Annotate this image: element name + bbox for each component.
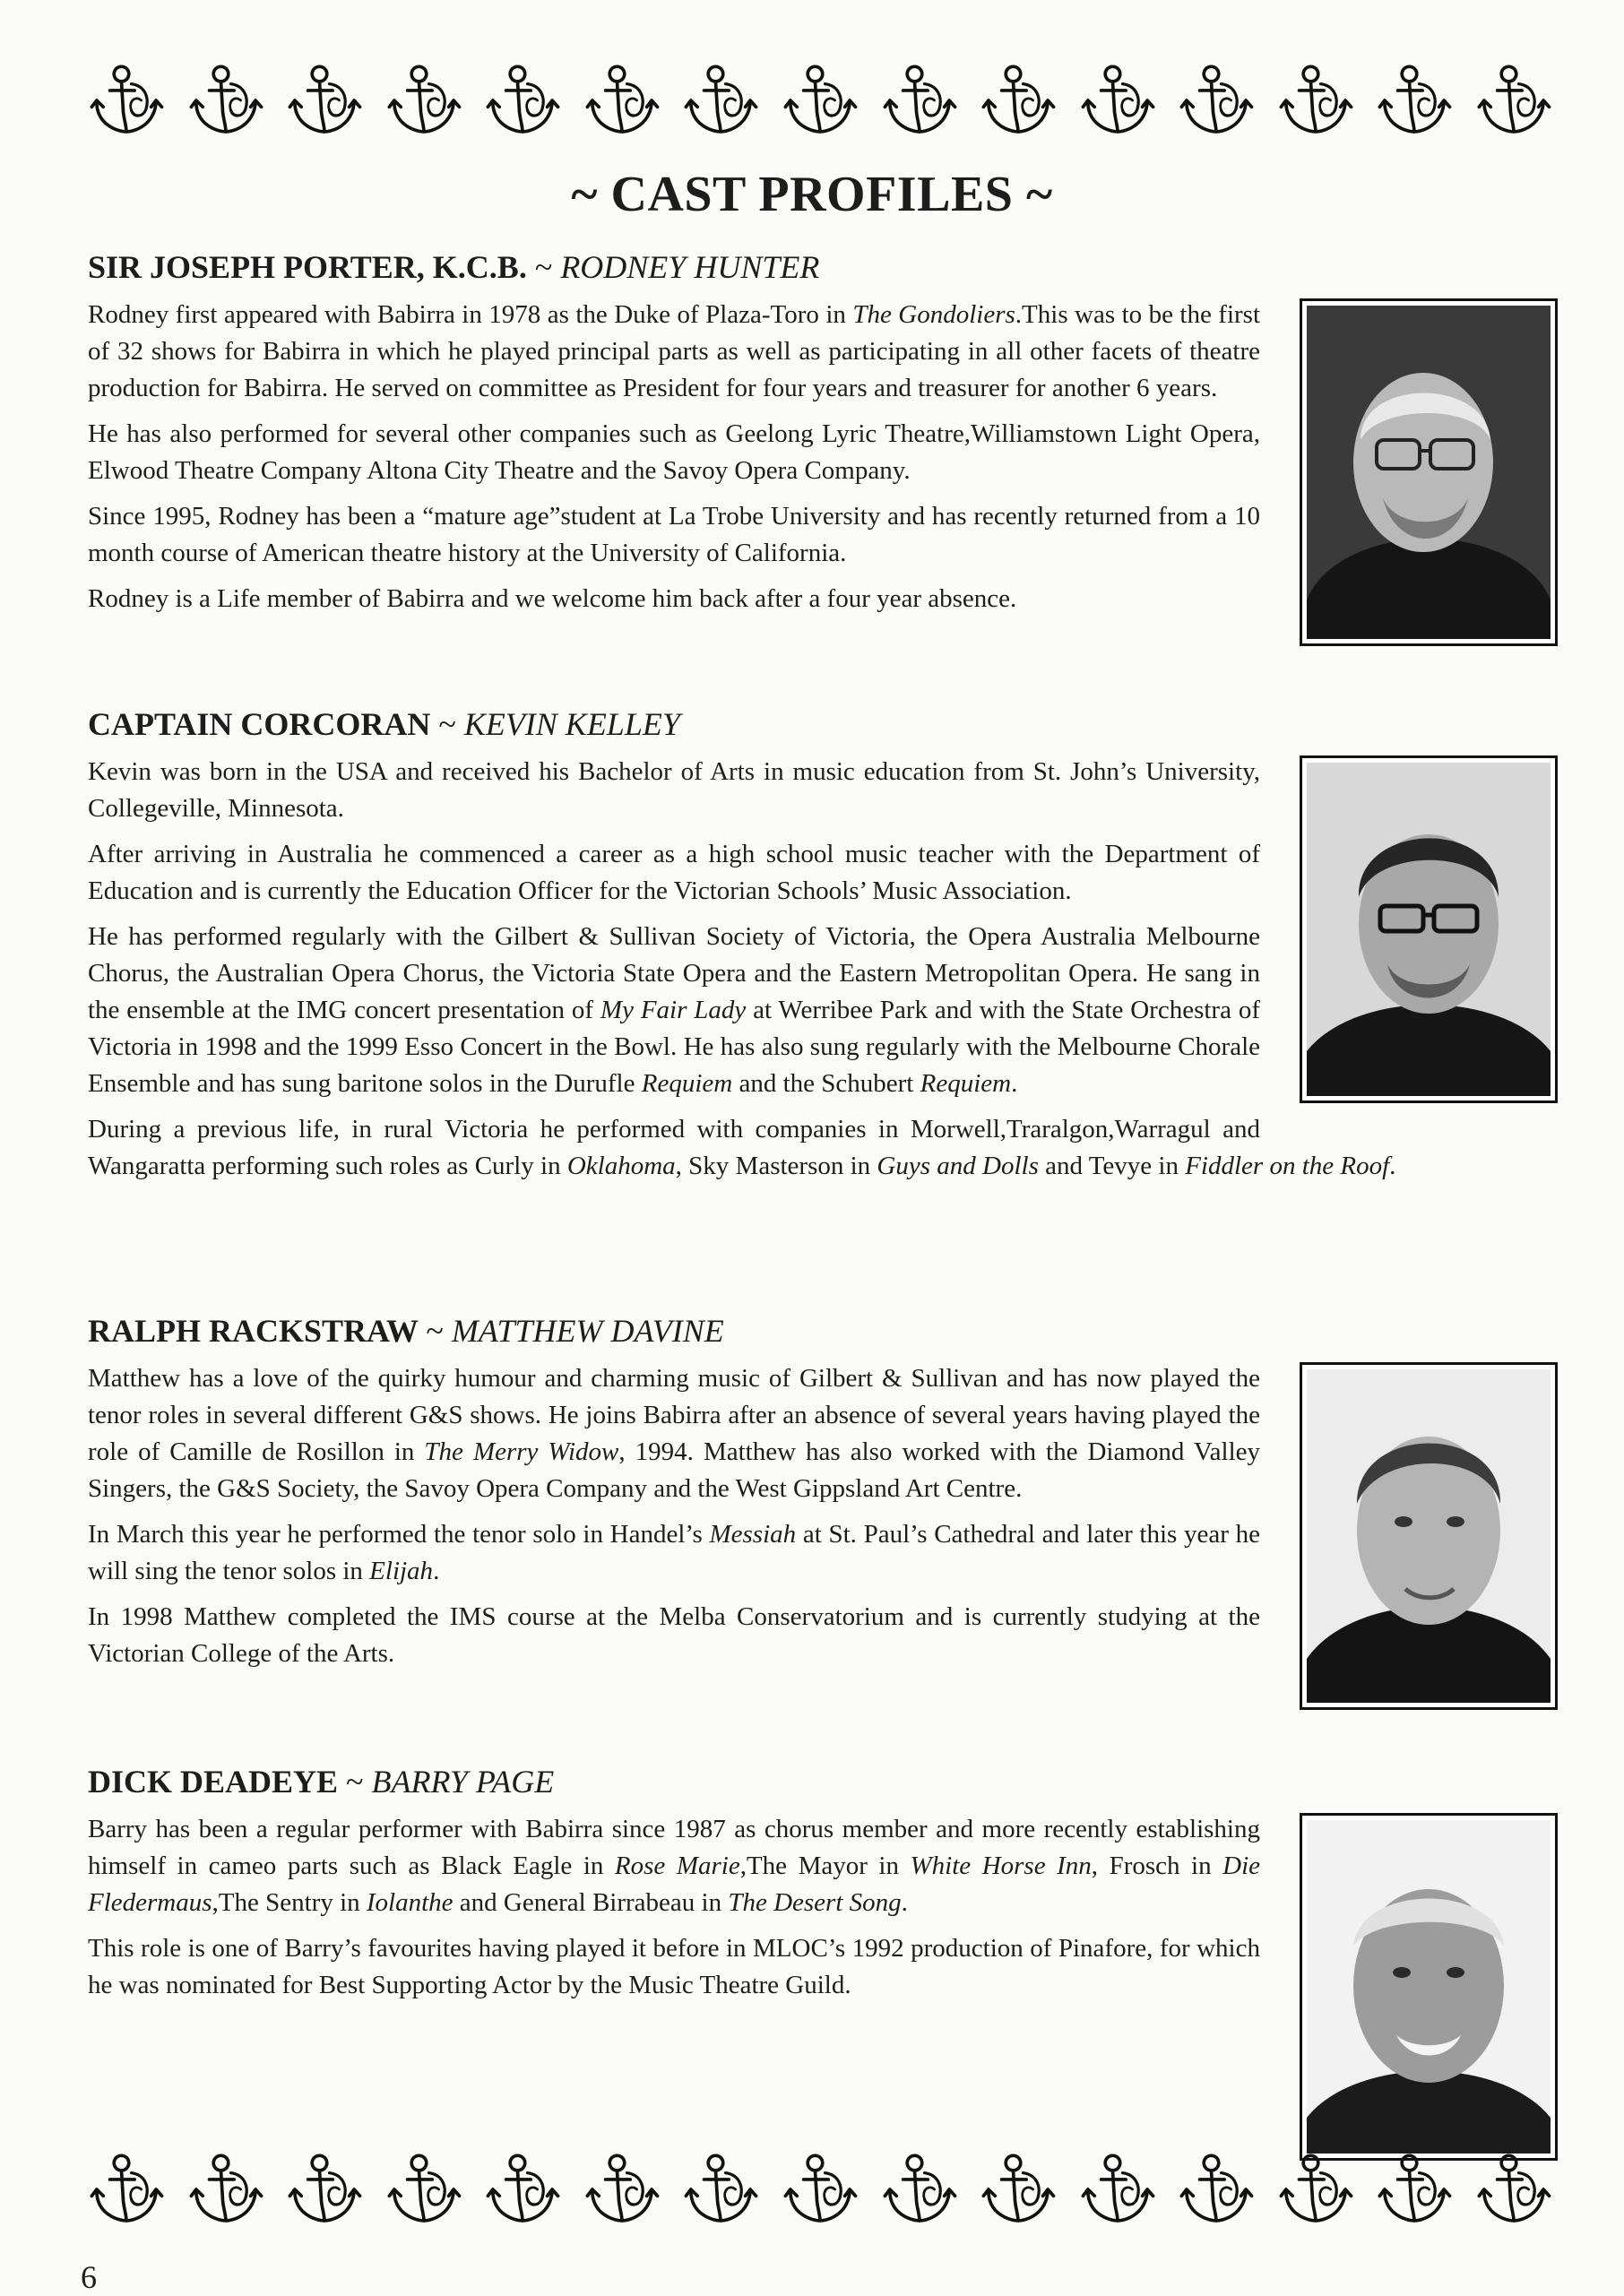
anchor-icon xyxy=(779,2148,861,2231)
portrait-photo xyxy=(1300,1362,1558,1710)
bio-paragraph: This role is one of Barry’s favourites having played it before in MLOC’s 1992 production of Pinafore, for which he was nominated for Best Supporting Actor by the Music Theatre Guild. xyxy=(88,1934,1260,1999)
actor-name: RODNEY HUNTER xyxy=(560,249,820,285)
bio-paragraph: Matthew has a love of the quirky humour and charming music of Gilbert & Sullivan and has now played the tenor roles in several different G&S shows. He joins Babirra after an absence of several years having played the role of Camille de Rosillon in The Merry Widow, 1994. Matthew has also worked with the Diamond Valley Singers, the G&S Society, the Savoy Opera Company and the West Gippsland Art Centre. xyxy=(88,1364,1261,1503)
anchor-icon xyxy=(1473,59,1555,142)
anchor-icon xyxy=(581,2148,663,2231)
bio-paragraph: Rodney first appeared with Babirra in 1978 as the Duke of Plaza-Toro in The Gondoliers.This was to be the first of 32 shows for Babirra in which he played principal parts as well as participating in all other facets of theatre production for Babirra. He served on committee as President for four years and treasurer for another 6 years. xyxy=(88,300,1260,402)
anchor-icon xyxy=(283,2148,366,2231)
anchor-icon xyxy=(878,59,961,142)
bottom-anchor-border xyxy=(85,2146,1555,2232)
portrait-photo xyxy=(1300,1813,1558,2161)
bio-paragraph: He has also performed for several other companies such as Geelong Lyric Theatre,Williamstown Light Opera, Elwood Theatre Company Altona City Theatre and the Savoy Opera Company. xyxy=(88,419,1260,485)
profile-ralph-rackstraw xyxy=(88,1310,1558,1721)
role-name: SIR JOSEPH PORTER, K.C.B. xyxy=(88,249,527,285)
anchor-icon xyxy=(1076,2148,1159,2231)
anchor-icon xyxy=(1274,2148,1357,2231)
anchor-icon xyxy=(1373,2148,1456,2231)
anchor-icon xyxy=(1175,59,1257,142)
heading-separator: ~ xyxy=(426,1313,444,1349)
portrait-kevin-kelley xyxy=(1307,763,1551,1096)
bio-paragraph: In March this year he performed the tenor solo in Handel’s Messiah at St. Paul’s Cathedral and later this year he will sing the tenor solos in Elijah. xyxy=(88,1520,1260,1585)
anchor-icon xyxy=(779,59,861,142)
profile-heading xyxy=(88,246,1558,288)
actor-name: KEVIN KELLEY xyxy=(463,706,680,742)
anchor-icon xyxy=(679,59,762,142)
bio-paragraph: After arriving in Australia he commenced a career as a high school music teacher with the Department of Education and is currently the Education Officer for the Victorian Schools’ Music Association. xyxy=(88,840,1260,905)
anchor-icon xyxy=(977,2148,1059,2231)
bio-paragraph: Kevin was born in the USA and received his Bachelor of Arts in music education from St. John’s University, Collegeville, Minnesota. xyxy=(88,757,1260,823)
anchor-icon xyxy=(481,2148,564,2231)
heading-separator: ~ xyxy=(346,1764,364,1800)
bio-paragraph: In 1998 Matthew completed the IMS course at the Melba Conservatorium and is currently studying at the Victorian College of the Arts. xyxy=(88,1602,1260,1668)
bio-paragraph: Rodney is a Life member of Babirra and we welcome him back after a four year absence. xyxy=(88,584,1017,613)
anchor-icon xyxy=(1373,59,1456,142)
anchor-icon xyxy=(1076,59,1159,142)
anchor-icon xyxy=(878,2148,961,2231)
anchor-icon xyxy=(679,2148,762,2231)
actor-name: MATTHEW DAVINE xyxy=(451,1313,724,1349)
anchor-icon xyxy=(383,2148,465,2231)
portrait-matthew-davine xyxy=(1307,1369,1551,1703)
top-anchor-border xyxy=(85,57,1555,143)
profile-heading xyxy=(88,1761,1558,1802)
bio-paragraph: During a previous life, in rural Victoria he performed with companies in Morwell,Traralgon,Warragul and Wangaratta performing such roles as Curly in Oklahoma, Sky Masterson in Guys and Dolls and Tevye in Fiddler on the Roof. xyxy=(88,1115,1396,1180)
anchor-icon xyxy=(85,59,168,142)
profile-captain-corcoran xyxy=(88,703,1558,1194)
profile-sir-joseph-porter xyxy=(88,246,1558,657)
portrait-barry-page xyxy=(1307,1820,1551,2154)
anchor-icon xyxy=(1175,2148,1257,2231)
portrait-photo xyxy=(1300,755,1558,1103)
heading-separator: ~ xyxy=(534,249,553,285)
heading-separator: ~ xyxy=(438,706,456,742)
role-name: CAPTAIN CORCORAN xyxy=(88,706,431,742)
anchor-icon xyxy=(185,2148,267,2231)
anchor-icon xyxy=(283,59,366,142)
anchor-icon xyxy=(977,59,1059,142)
anchor-icon xyxy=(185,59,267,142)
bio-paragraph: Barry has been a regular performer with Babirra since 1987 as chorus member and more recently establishing himself in cameo parts such as Black Eagle in Rose Marie,The Mayor in White Horse Inn, Frosch in Die Fledermaus,The Sentry in Iolanthe and General Birrabeau in The Desert Song. xyxy=(88,1815,1261,1917)
role-name: DICK DEADEYE xyxy=(88,1764,339,1800)
page-number: 6 xyxy=(81,2259,97,2295)
actor-name: BARRY PAGE xyxy=(371,1764,555,1800)
bio-paragraph: He has performed regularly with the Gilbert & Sullivan Society of Victoria, the Opera Australia Melbourne Chorus, the Australian Opera Chorus, the Victoria State Opera and the Eastern Metropolitan Opera. He sang in the ensemble at the IMG concert presentation of My Fair Lady at Werribee Park and with the State Orchestra of Victoria in 1998 and the 1999 Esso Concert in the Bowl. He has also sung regularly with the Melbourne Chorale Ensemble and has sung baritone solos in the Durufle Requiem and the Schubert Requiem. xyxy=(88,922,1260,1098)
anchor-icon xyxy=(383,59,465,142)
bio-paragraph: Since 1995, Rodney has been a “mature age”student at La Trobe University and has recently returned from a 10 month course of American theatre history at the University of California. xyxy=(88,502,1260,567)
role-name: RALPH RACKSTRAW xyxy=(88,1313,419,1349)
page-title: ~ CAST PROFILES ~ xyxy=(571,167,1053,222)
portrait-photo xyxy=(1300,298,1558,646)
portrait-rodney-hunter xyxy=(1307,306,1551,639)
anchor-icon xyxy=(481,59,564,142)
anchor-icon xyxy=(1274,59,1357,142)
profile-heading xyxy=(88,703,1558,745)
anchor-icon xyxy=(1473,2148,1555,2231)
anchor-icon xyxy=(581,59,663,142)
profile-heading xyxy=(88,1310,1558,1351)
anchor-icon xyxy=(85,2148,168,2231)
profile-dick-deadeye xyxy=(88,1761,1558,2171)
